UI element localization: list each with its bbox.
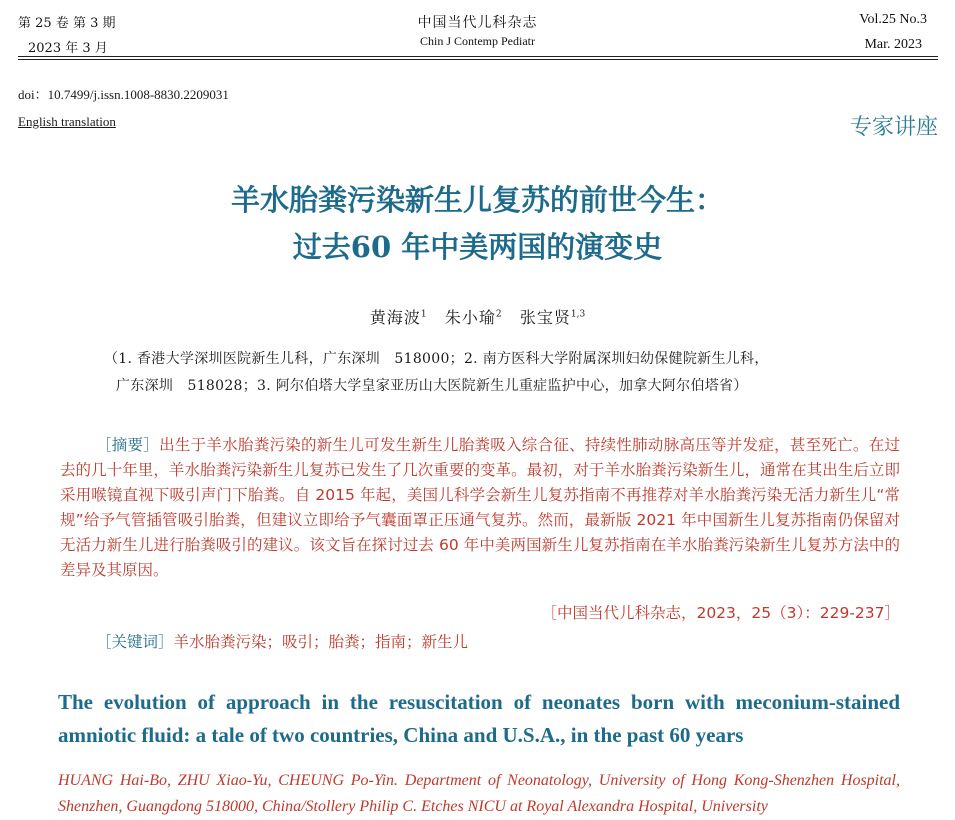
title-cn-line1: 羊水胎粪污染新生儿复苏的前世今生：	[230, 183, 724, 217]
abstract-label: ［摘要］	[96, 436, 160, 454]
abstract	[60, 433, 900, 583]
author-affil-sup: 1,3	[570, 309, 586, 320]
affiliation-line1: （1. 香港大学深圳医院新生儿科，广东深圳 518000；2. 南方医科大学附属深圳妇幼保健院新生儿科，	[104, 351, 769, 367]
doi: doi：10.7499/j.issn.1008-8830.2209031	[18, 87, 229, 102]
volume-issue-en: Vol.25 No.3	[859, 12, 927, 27]
title-en: The evolution of approach in the resuscitation of neonates born with meconium-stained amniotic fluid: a tale of two countries, China and U.S.A., in the past 60 years	[58, 690, 900, 747]
author-affil-sup: 2	[495, 309, 502, 320]
volume-issue-cn: 第 25 卷 第 3 期	[18, 16, 116, 31]
authors-cn	[0, 305, 955, 328]
date-en: Mar. 2023	[864, 37, 922, 52]
journal-name-cn: 中国当代儿科杂志	[417, 15, 538, 31]
journal-name-en: Chin J Contemp Pediatr	[420, 34, 535, 48]
keywords	[96, 630, 468, 652]
author-affil-sup: 1	[420, 309, 427, 320]
affiliation-line2: 广东深圳 518028；3. 阿尔伯塔大学皇家亚历山大医院新生儿重症监护中心，加拿大阿尔伯塔省）	[116, 378, 748, 394]
abstract-text: 出生于羊水胎粪污染的新生儿可发生新生儿胎粪吸入综合征、持续性肺动脉高压等并发症，甚至死亡。在过去的几十年里，羊水胎粪污染新生儿复苏已发生了几次重要的变革。最初，对于羊水胎粪污染新生儿，通常在其出生后立即采用喉镜直视下吸引声门下胎粪。自 2015 年起，美国儿科学会新生儿复苏指南不再推荐对羊水胎粪污染无活力新生儿“常规”给予气管插管吸引胎粪，但建议立即给予气囊面罩正压通气复苏。然而，最新版 2021 年中国新生儿复苏指南仍保留对无活力新生儿进行胎粪吸引的建议。该文旨在探讨过去 60 年中美两国新生儿复苏指南在羊水胎粪污染新生儿复苏方法中的差异及其原因。	[60, 436, 900, 579]
author-name: 黄海波	[369, 308, 421, 327]
author-name: 张宝贤	[519, 308, 571, 327]
date-cn: 2023 年 3 月	[28, 41, 108, 56]
title-cn-line2: 过去60 年中美两国的演变史	[292, 230, 663, 264]
author-name: 朱小瑜	[444, 308, 496, 327]
english-translation-link[interactable]: English translation	[18, 114, 116, 129]
column-name: 专家讲座	[849, 115, 938, 140]
citation: ［中国当代儿科杂志，2023，25（3）：229-237］	[541, 604, 900, 622]
keywords-text: 羊水胎粪污染；吸引；胎粪；指南；新生儿	[173, 633, 469, 651]
keywords-label: ［关键词］	[96, 633, 174, 651]
header-rule-top	[18, 56, 938, 57]
header-rule-bottom	[18, 59, 938, 60]
authors-en: HUANG Hai-Bo, ZHU Xiao-Yu, CHEUNG Po-Yin. Department of Neonatology, University of Hong Kong-Shenzhen Hospital, Shenzhen, Guangdong 518000, China/Stollery Philip C. Etches NICU at Royal Alexandra Hospital, University	[58, 772, 900, 815]
